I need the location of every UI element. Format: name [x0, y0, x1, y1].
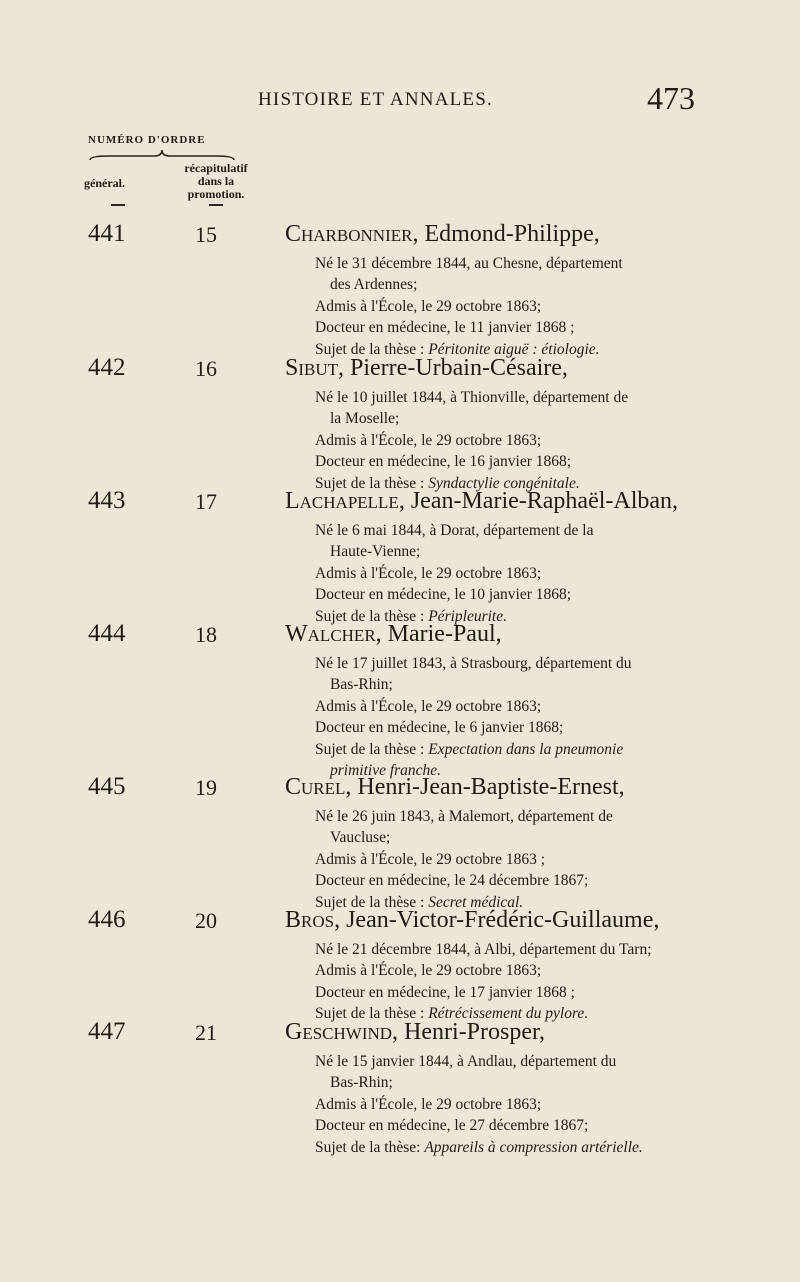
general-number: 443	[88, 487, 126, 514]
surname: Curel	[285, 774, 346, 800]
doctorate-line: Docteur en médecine, le 17 janvier 1868 ;	[315, 983, 575, 1001]
entry-details	[315, 1051, 730, 1158]
recap-line-2: dans la	[197, 174, 235, 188]
doctorate-line: Docteur en médecine, le 10 janvier 1868;	[315, 586, 572, 604]
brace-icon	[88, 148, 236, 162]
page-number: 473	[647, 80, 695, 116]
birth-line-cont: la Moselle;	[330, 410, 400, 428]
surname: Lachapelle	[285, 488, 399, 514]
general-number: 446	[88, 906, 126, 933]
admission-line: Admis à l'École, le 29 octobre 1863;	[315, 697, 542, 715]
recap-line-1: récapitulatif	[184, 161, 248, 175]
thesis-title: Appareils à compression artérielle.	[424, 1138, 643, 1156]
general-number: 441	[88, 220, 126, 247]
entry-details	[315, 387, 730, 494]
doctorate-line: Docteur en médecine, le 6 janvier 1868;	[315, 719, 564, 737]
thesis-title: Rétrécissement du pylore.	[428, 1005, 589, 1023]
entry-name	[285, 773, 625, 801]
admission-line: Admis à l'École, le 29 octobre 1863;	[315, 564, 542, 582]
general-number: 445	[88, 773, 126, 800]
recap-number: 19	[195, 775, 217, 800]
entry-name	[285, 1018, 545, 1046]
thesis-label: Sujet de la thèse :	[315, 740, 429, 758]
birth-line-cont: des Ardennes;	[330, 276, 418, 294]
entry-details	[315, 653, 730, 781]
recap-line-3: promotion.	[187, 187, 245, 201]
recap-number: 15	[195, 222, 217, 247]
given-names: , Henri-Prosper,	[392, 1019, 546, 1045]
doctorate-line: Docteur en médecine, le 24 décembre 1867;	[315, 872, 589, 890]
admission-line: Admis à l'École, le 29 octobre 1863;	[315, 1095, 542, 1113]
surname: Geschwind	[285, 1019, 393, 1045]
general-number: 444	[88, 620, 126, 647]
entry-name	[285, 220, 600, 248]
thesis-label: Sujet de la thèse :	[315, 1005, 429, 1023]
general-number: 447	[88, 1018, 126, 1045]
birth-line: Né le 15 janvier 1844, à Andlau, département du	[315, 1053, 617, 1070]
birth-line-cont: Bas-Rhin;	[330, 676, 393, 694]
thesis-title: Secret médical.	[428, 893, 524, 911]
admission-line: Admis à l'École, le 29 octobre 1863;	[315, 297, 542, 315]
running-title: HISTOIRE ET ANNALES.	[258, 89, 493, 110]
birth-line: Né le 31 décembre 1844, au Chesne, département	[315, 255, 623, 272]
birth-line-cont: Vaucluse;	[330, 829, 391, 847]
birth-line: Né le 26 juin 1843, à Malemort, département de	[315, 808, 613, 825]
given-names: , Marie-Paul,	[375, 621, 502, 647]
entry-details	[315, 939, 730, 1025]
birth-line: Né le 6 mai 1844, à Dorat, département de la	[315, 522, 594, 539]
column-header-title: NUMÉRO D'ORDRE	[88, 134, 206, 146]
birth-line: Né le 21 décembre 1844, à Albi, département du Tarn;	[315, 941, 652, 958]
given-names: , Pierre-Urbain-Césaire,	[338, 355, 568, 381]
recap-number: 20	[195, 908, 217, 933]
recap-number: 16	[195, 356, 217, 381]
column-header-general: général.	[84, 176, 125, 190]
thesis-title: Péritonite aiguë : étiologie.	[428, 340, 600, 358]
thesis-line	[315, 1137, 730, 1158]
recap-number: 21	[195, 1020, 217, 1045]
recap-number: 17	[195, 489, 217, 514]
surname: Charbonnier	[285, 221, 413, 247]
surname: Sibut	[285, 355, 339, 381]
given-names: , Jean-Marie-Raphaël-Alban,	[398, 488, 679, 514]
doctorate-line: Docteur en médecine, le 11 janvier 1868 ;	[315, 319, 575, 337]
thesis-label: Sujet de la thèse:	[315, 1138, 425, 1156]
admission-line: Admis à l'École, le 29 octobre 1863;	[315, 962, 542, 980]
admission-line: Admis à l'École, le 29 octobre 1863 ;	[315, 850, 546, 868]
entry-details	[315, 253, 730, 360]
entry-details	[315, 806, 730, 913]
given-names: , Jean-Victor-Frédéric-Guillaume,	[334, 907, 660, 933]
birth-line-cont: Haute-Vienne;	[330, 543, 421, 561]
thesis-label: Sujet de la thèse :	[315, 607, 429, 625]
entry-details	[315, 520, 730, 627]
column-header-recap	[164, 162, 268, 201]
entry-name	[285, 620, 502, 648]
thesis-label: Sujet de la thèse :	[315, 893, 429, 911]
entry-name	[285, 906, 659, 934]
entry-name	[285, 487, 678, 515]
birth-line: Né le 17 juillet 1843, à Strasbourg, département du	[315, 655, 632, 672]
general-number: 442	[88, 354, 126, 381]
recap-number: 18	[195, 622, 217, 647]
thesis-line	[315, 739, 730, 760]
admission-line: Admis à l'École, le 29 octobre 1863;	[315, 431, 542, 449]
surname: Bros	[285, 907, 335, 933]
given-names: , Henri-Jean-Baptiste-Ernest,	[345, 774, 625, 800]
entry-name	[285, 354, 568, 382]
birth-line-cont: Bas-Rhin;	[330, 1074, 393, 1092]
surname: Walcher	[285, 621, 376, 647]
thesis-label: Sujet de la thèse :	[315, 474, 429, 492]
doctorate-line: Docteur en médecine, le 16 janvier 1868;	[315, 453, 572, 471]
birth-line: Né le 10 juillet 1844, à Thionville, département de	[315, 389, 629, 406]
thesis-title: Syndactylie congénitale.	[428, 474, 580, 492]
given-names: , Edmond-Philippe,	[412, 221, 600, 247]
doctorate-line: Docteur en médecine, le 27 décembre 1867;	[315, 1117, 589, 1135]
thesis-title: Péripleurite.	[428, 607, 507, 625]
divider-dash	[209, 204, 223, 206]
thesis-title: Expectation dans la pneumonie	[428, 740, 624, 758]
thesis-title-cont: primitive franche.	[330, 762, 442, 780]
divider-dash	[111, 204, 125, 206]
thesis-label: Sujet de la thèse :	[315, 340, 429, 358]
